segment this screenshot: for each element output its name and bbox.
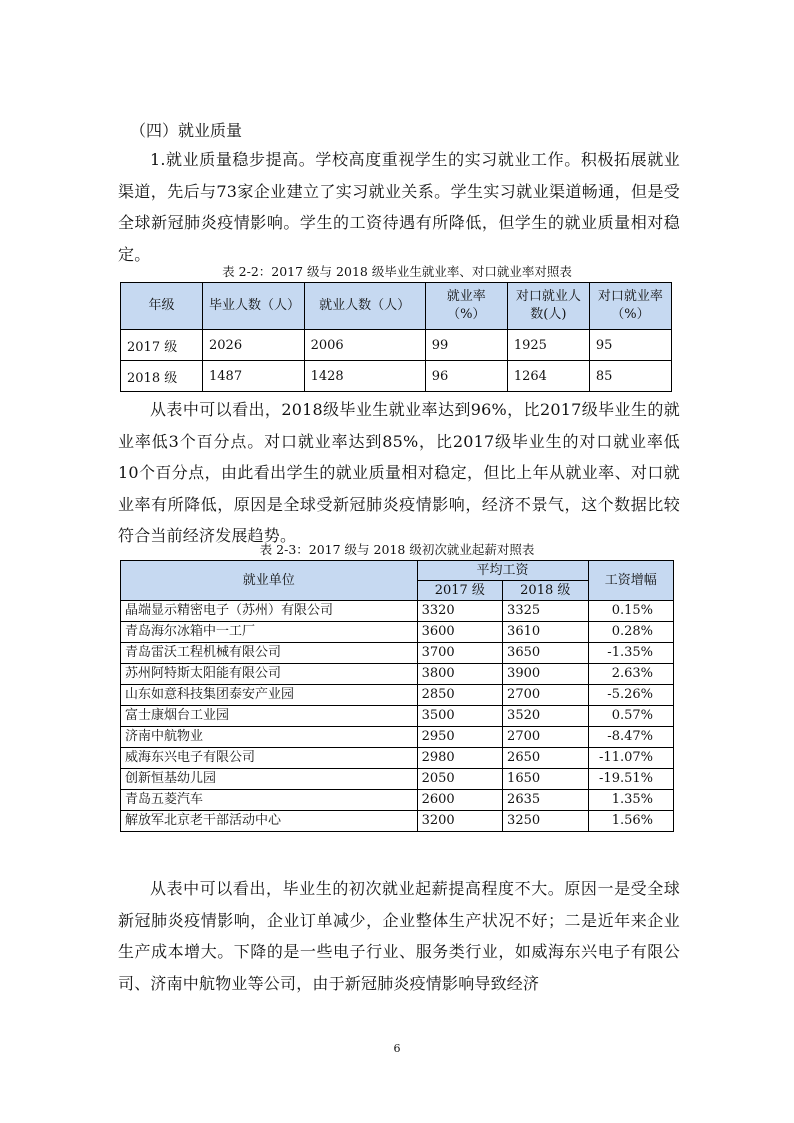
table-row [121, 769, 674, 790]
cell: 1264 [507, 361, 589, 392]
table2-caption: 表 2-3：2017 级与 2018 级初次就业起薪对照表 [259, 542, 535, 557]
cell: 2026 [203, 330, 305, 361]
cell: 2006 [304, 330, 425, 361]
table-row [121, 811, 674, 832]
starting-salary-table [120, 560, 674, 832]
cell: 3320 [417, 601, 502, 622]
cell: 3600 [417, 622, 502, 643]
cell: 创新恒基幼儿园 [121, 769, 418, 790]
header-graduates: 毕业人数（人） [203, 283, 305, 330]
cell: 青岛雷沃工程机械有限公司 [121, 643, 418, 664]
table-row [121, 685, 674, 706]
table-row [121, 727, 674, 748]
cell: 0.15% [588, 601, 674, 622]
cell: 3200 [417, 811, 502, 832]
header-growth: 工资增幅 [588, 561, 674, 601]
cell: 1925 [507, 330, 589, 361]
cell: 3700 [417, 643, 502, 664]
cell: 晶端显示精密电子（苏州）有限公司 [121, 601, 418, 622]
table-row [121, 361, 672, 392]
table-row [121, 706, 674, 727]
cell: 2850 [417, 685, 502, 706]
header-unit: 就业单位 [121, 561, 418, 601]
cell: 2980 [417, 748, 502, 769]
cell: 3250 [503, 811, 588, 832]
section-heading: （四）就业质量 [130, 121, 243, 140]
cell: 1650 [503, 769, 588, 790]
cell: 3800 [417, 664, 502, 685]
cell: 85 [589, 361, 671, 392]
cell: 威海东兴电子有限公司 [121, 748, 418, 769]
cell: 0.57% [588, 706, 674, 727]
header-matched-employed: 对口就业人数(人) [507, 283, 589, 330]
cell: 2650 [503, 748, 588, 769]
cell: 1428 [304, 361, 425, 392]
header-2017: 2017 级 [417, 581, 502, 601]
paragraph-employment-analysis: 从表中可以看出，2018级毕业生就业率达到96%，比2017级毕业生的就业率低3个百分点。对口就业率达到85%，比2017级毕业生的对口就业率低10个百分点，由此看出学生的就业质量相对稳定，但比上年从就业率、对口就业率有所降低，原因是全球受新冠肺炎疫情影响，经济不景气，这个数据比较符合当前经济发展趋势。 [118, 400, 680, 545]
cell: -8.47% [588, 727, 674, 748]
cell: -19.51% [588, 769, 674, 790]
page-number: 6 [393, 1042, 401, 1055]
cell: 99 [425, 330, 507, 361]
cell: 3650 [503, 643, 588, 664]
table-row [121, 664, 674, 685]
cell: 3900 [503, 664, 588, 685]
table-row [121, 748, 674, 769]
cell: 2018 级 [121, 361, 203, 392]
employment-rate-table [120, 282, 672, 392]
cell: 2700 [503, 727, 588, 748]
cell: 青岛海尔冰箱中一工厂 [121, 622, 418, 643]
paragraph-employment-quality: 1.就业质量稳步提高。学校高度重视学生的实习就业工作。积极拓展就业渠道，先后与73家企业建立了实习就业关系。学生实习就业渠道畅通，但是受全球新冠肺炎疫情影响。学生的工资待遇有所降低，但学生的就业质量相对稳定。 [118, 150, 680, 264]
cell: 苏州阿特斯太阳能有限公司 [121, 664, 418, 685]
cell: 2950 [417, 727, 502, 748]
table1-caption: 表 2-2：2017 级与 2018 级毕业生就业率、对口就业率对照表 [222, 264, 572, 279]
table-row [121, 601, 674, 622]
cell: 3610 [503, 622, 588, 643]
table-header-row [121, 561, 674, 581]
header-2018: 2018 级 [503, 581, 588, 601]
header-grade: 年级 [121, 283, 203, 330]
cell: 山东如意科技集团泰安产业园 [121, 685, 418, 706]
cell: 3325 [503, 601, 588, 622]
header-employment-rate: 就业率（%） [425, 283, 507, 330]
cell: 95 [589, 330, 671, 361]
cell: 解放军北京老干部活动中心 [121, 811, 418, 832]
table-row [121, 330, 672, 361]
cell: 2.63% [588, 664, 674, 685]
cell: -11.07% [588, 748, 674, 769]
header-average-salary: 平均工资 [417, 561, 588, 581]
table-header-row [121, 283, 672, 330]
table-row [121, 643, 674, 664]
table-row [121, 622, 674, 643]
cell: 2050 [417, 769, 502, 790]
table-row [121, 790, 674, 811]
cell: -1.35% [588, 643, 674, 664]
cell: 96 [425, 361, 507, 392]
cell: 3500 [417, 706, 502, 727]
header-employed: 就业人数（人） [304, 283, 425, 330]
cell: 2635 [503, 790, 588, 811]
cell: 济南中航物业 [121, 727, 418, 748]
cell: 0.28% [588, 622, 674, 643]
cell: 1.56% [588, 811, 674, 832]
paragraph-salary-analysis: 从表中可以看出，毕业生的初次就业起薪提高程度不大。原因一是受全球新冠肺炎疫情影响，企业订单减少，企业整体生产状况不好；二是近年来企业生产成本增大。下降的是一些电子行业、服务类行业，如威海东兴电子有限公司、济南中航物业等公司，由于新冠肺炎疫情影响导致经济 [118, 879, 680, 993]
cell: -5.26% [588, 685, 674, 706]
cell: 富士康烟台工业园 [121, 706, 418, 727]
cell: 青岛五菱汽车 [121, 790, 418, 811]
cell: 1487 [203, 361, 305, 392]
cell: 2017 级 [121, 330, 203, 361]
cell: 2600 [417, 790, 502, 811]
cell: 2700 [503, 685, 588, 706]
cell: 1.35% [588, 790, 674, 811]
header-matched-rate: 对口就业率（%） [589, 283, 671, 330]
cell: 3520 [503, 706, 588, 727]
